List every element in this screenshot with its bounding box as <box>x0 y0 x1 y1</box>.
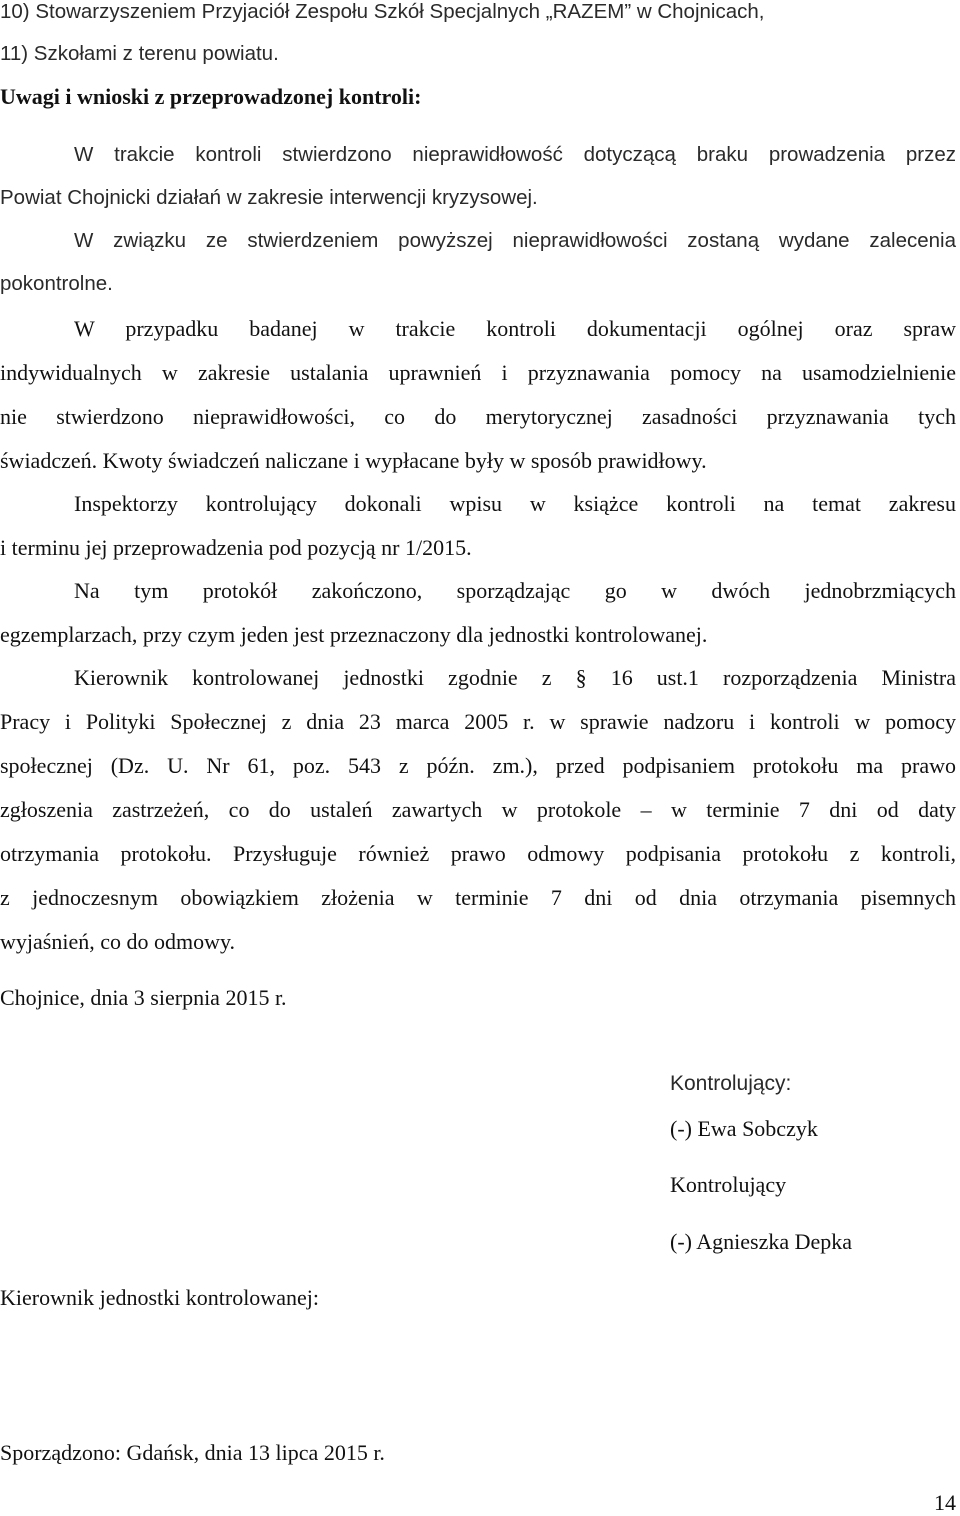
paragraph-6-line-6: z jednoczesnym obowiązkiem złożenia w terminie 7 dni od dnia otrzymania pisemnych <box>0 885 956 910</box>
paragraph-4-line-2: i terminu jej przeprowadzenia pod pozycją nr 1/2015. <box>0 535 472 560</box>
signature-label-1: Kontrolujący: <box>670 1072 792 1095</box>
paragraph-6-line-5: otrzymania protokołu. Przysługuje również prawo odmowy podpisania protokołu z kontroli, <box>0 841 956 866</box>
signature-name-1: (-) Ewa Sobczyk <box>670 1116 818 1141</box>
list-item-10: 10) Stowarzyszeniem Przyjaciół Zespołu Szkół Specjalnych „RAZEM” w Chojnicach, <box>0 0 765 23</box>
paragraph-6-line-1: Kierownik kontrolowanej jednostki zgodnie z § 16 ust.1 rozporządzenia Ministra <box>74 665 956 690</box>
paragraph-2-line-2: pokontrolne. <box>0 272 113 295</box>
paragraph-3-line-1: W przypadku badanej w trakcie kontroli dokumentacji ogólnej oraz spraw <box>74 316 956 341</box>
paragraph-3-line-2: indywidualnych w zakresie ustalania uprawnień i przyznawania pomocy na usamodzielnienie <box>0 360 956 385</box>
paragraph-1-line-1: W trakcie kontroli stwierdzono nieprawidłowość dotyczącą braku prowadzenia przez <box>74 143 956 166</box>
paragraph-5-line-1: Na tym protokół zakończono, sporządzając go w dwóch jednobrzmiących <box>74 578 956 603</box>
paragraph-3-line-3: nie stwierdzono nieprawidłowości, co do merytorycznej zasadności przyznawania tych <box>0 404 956 429</box>
prepared-line: Sporządzono: Gdańsk, dnia 13 lipca 2015 r. <box>0 1440 385 1465</box>
section-heading: Uwagi i wnioski z przeprowadzonej kontroli: <box>0 84 422 109</box>
list-item-11: 11) Szkołami z terenu powiatu. <box>0 42 279 65</box>
signature-label-2: Kontrolujący <box>670 1172 787 1197</box>
paragraph-3-line-4: świadczeń. Kwoty świadczeń naliczane i wypłacane były w sposób prawidłowy. <box>0 448 707 473</box>
signature-name-2: (-) Agnieszka Depka <box>670 1229 853 1254</box>
paragraph-6-line-4: zgłoszenia zastrzeżeń, co do ustaleń zawartych w protokole – w terminie 7 dni od daty <box>0 797 956 822</box>
page-number: 14 <box>934 1490 956 1515</box>
paragraph-1-line-2: Powiat Chojnicki działań w zakresie interwencji kryzysowej. <box>0 186 538 209</box>
paragraph-6-line-3: społecznej (Dz. U. Nr 61, poz. 543 z późn. zm.), przed podpisaniem protokołu ma prawo <box>0 753 956 778</box>
paragraph-2-line-1: W związku ze stwierdzeniem powyższej nieprawidłowości zostaną wydane zalecenia <box>74 229 956 252</box>
paragraph-4-line-1: Inspektorzy kontrolujący dokonali wpisu w książce kontroli na temat zakresu <box>74 491 956 516</box>
unit-head-label: Kierownik jednostki kontrolowanej: <box>0 1285 319 1310</box>
paragraph-5-line-2: egzemplarzach, przy czym jeden jest przeznaczony dla jednostki kontrolowanej. <box>0 622 708 647</box>
paragraph-6-line-2: Pracy i Polityki Społecznej z dnia 23 marca 2005 r. w sprawie nadzoru i kontroli w pomocy <box>0 709 956 734</box>
place-date: Chojnice, dnia 3 sierpnia 2015 r. <box>0 985 287 1010</box>
paragraph-6-line-7: wyjaśnień, co do odmowy. <box>0 929 236 954</box>
